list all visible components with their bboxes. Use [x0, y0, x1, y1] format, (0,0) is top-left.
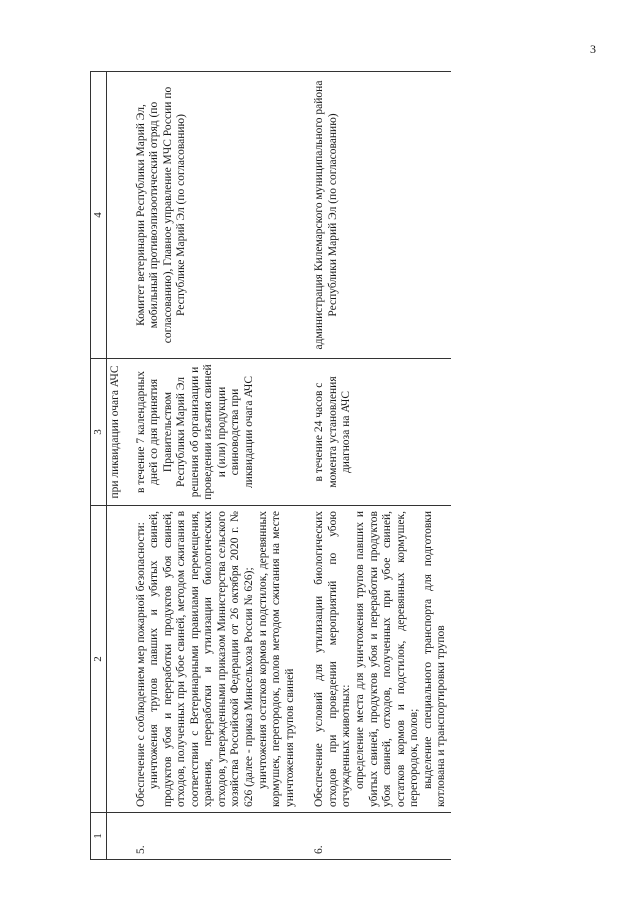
measure-text: Обеспечение с соблюдением мер пожарной безопасности:	[134, 522, 147, 807]
row-number: 5.	[125, 813, 300, 860]
term-cell: в течение 7 календарных дней со дня принятия Правительством Республики Марий Эл решения об организации и проведении изъятия свиней и (или) продукции свиноводства при ликвидации очага АЧС	[125, 359, 300, 506]
header-col-2: 2	[91, 506, 107, 813]
measure-text: Обеспечение условий для утилизации биологических отходов при проведении мероприятий по убою отчужденных животных:	[313, 511, 353, 807]
measure-cell	[125, 506, 300, 813]
term-cell: в течение 24 часов с момента установления диагноза на АЧС	[299, 359, 451, 506]
rotated-table-wrapper	[90, 60, 590, 860]
header-col-3: 3	[91, 359, 107, 506]
header-row	[91, 72, 107, 860]
measure-cell	[299, 506, 451, 813]
table-row	[125, 72, 300, 860]
executor-cell: администрация Килемарского муниципального района Республики Марий Эл (по согласованию)	[299, 72, 451, 359]
continuation-row	[106, 72, 124, 860]
header-col-1: 1	[91, 813, 107, 860]
measure-text: уничтожения трупов павших и убитых свиней, продуктов убоя и переработки продуктов убоя свиней, отходов, полученных при убое свиней, методом сжигания в соответствии с Ветеринарными правилами перемещения, хранения, переработки и утилизации биологических отходов, утвержденными приказом Министерства сельского хозяйства Российской Федерации от 26 октября 2020 г. № 626 (далее - приказ Минсельхоза России № 626);	[148, 511, 256, 807]
row-number: 6.	[299, 813, 451, 860]
measure-text: определение места для уничтожения трупов павших и убитых свиней, продуктов убоя и переработки продуктов убоя свиней, отходов, полученных при убое свиней, остатков кормов и подстилок, деревянных кормушек, перегородок, полов;	[353, 511, 421, 807]
measure-text: уничтожения остатков кормов и подстилок, деревянных кормушек, перегородок, полов методом сжигания на месте уничтожения трупов свиней	[256, 511, 296, 807]
header-col-4: 4	[91, 72, 107, 359]
executor-cell: Комитет ветеринарии Республики Марий Эл, мобильный противоэпизоотический отряд (по согласованию), Главное управление МЧС России по Республике Марий Эл (по согласованию)	[125, 72, 300, 359]
page-number: 3	[590, 42, 596, 56]
continuation-term: при ликвидации очага АЧС	[106, 359, 124, 506]
measure-text: выделение специального транспорта для подготовки котлована и транспортировки трупов	[421, 511, 448, 807]
table-row	[299, 72, 451, 860]
measures-table	[90, 71, 451, 860]
